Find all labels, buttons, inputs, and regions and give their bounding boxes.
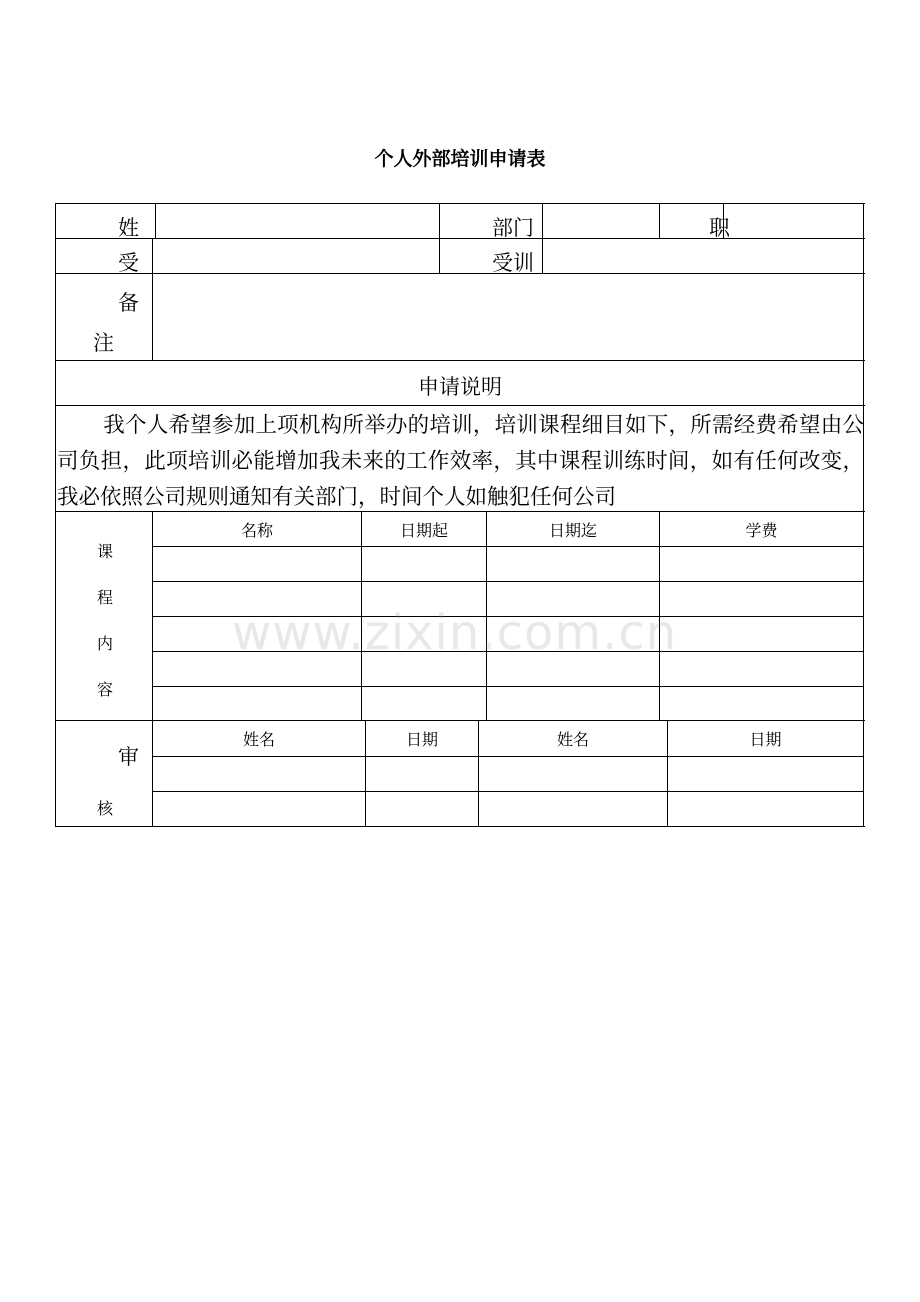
review-label-top: 审 xyxy=(118,745,139,769)
page-title: 个人外部培训申请表 xyxy=(374,148,546,170)
review-header-date-1: 日期 xyxy=(405,730,438,749)
course-label-char: 程 xyxy=(96,588,113,607)
remarks-field[interactable] xyxy=(154,275,862,359)
course-header-name: 名称 xyxy=(240,520,273,540)
application-text: 我个人希望参加上项机构所举办的培训，培训课程细目如下，所需经费希望由公司负担，此项培训必能增加我未来的工作效率，其中课程训练时间，如有任何改变，我必依照公司规则通知有关部门，时间个人如触犯任何公司 xyxy=(57,413,864,510)
watermark: www.zixin.com.cn xyxy=(232,605,678,661)
review-label-bottom: 核 xyxy=(96,799,113,818)
remarks-label-line2: 注 xyxy=(93,331,114,355)
course-label-char: 课 xyxy=(96,542,113,561)
application-header: 申请说明 xyxy=(418,375,502,399)
name-field[interactable] xyxy=(157,205,438,237)
review-header-name-1: 姓名 xyxy=(242,730,275,749)
trainee-label: 受 xyxy=(118,251,139,275)
course-label-char: 容 xyxy=(96,680,113,699)
course-header-fee: 学费 xyxy=(745,520,778,540)
position-label: 职 xyxy=(709,216,730,240)
course-label-char: 内 xyxy=(96,634,113,653)
remarks-label-line1: 备 xyxy=(118,291,139,315)
review-header-name-2: 姓名 xyxy=(556,730,589,749)
position-field[interactable] xyxy=(725,205,862,237)
dept-label: 部门 xyxy=(492,216,534,240)
training-label: 受训 xyxy=(492,251,534,275)
course-header-start-date: 日期起 xyxy=(399,520,448,540)
training-field[interactable] xyxy=(544,240,862,272)
course-header-end-date: 日期迄 xyxy=(548,520,597,540)
trainee-field[interactable] xyxy=(154,240,438,272)
dept-field[interactable] xyxy=(544,205,658,237)
review-header-date-2: 日期 xyxy=(749,730,782,749)
name-label: 姓 xyxy=(118,216,139,240)
